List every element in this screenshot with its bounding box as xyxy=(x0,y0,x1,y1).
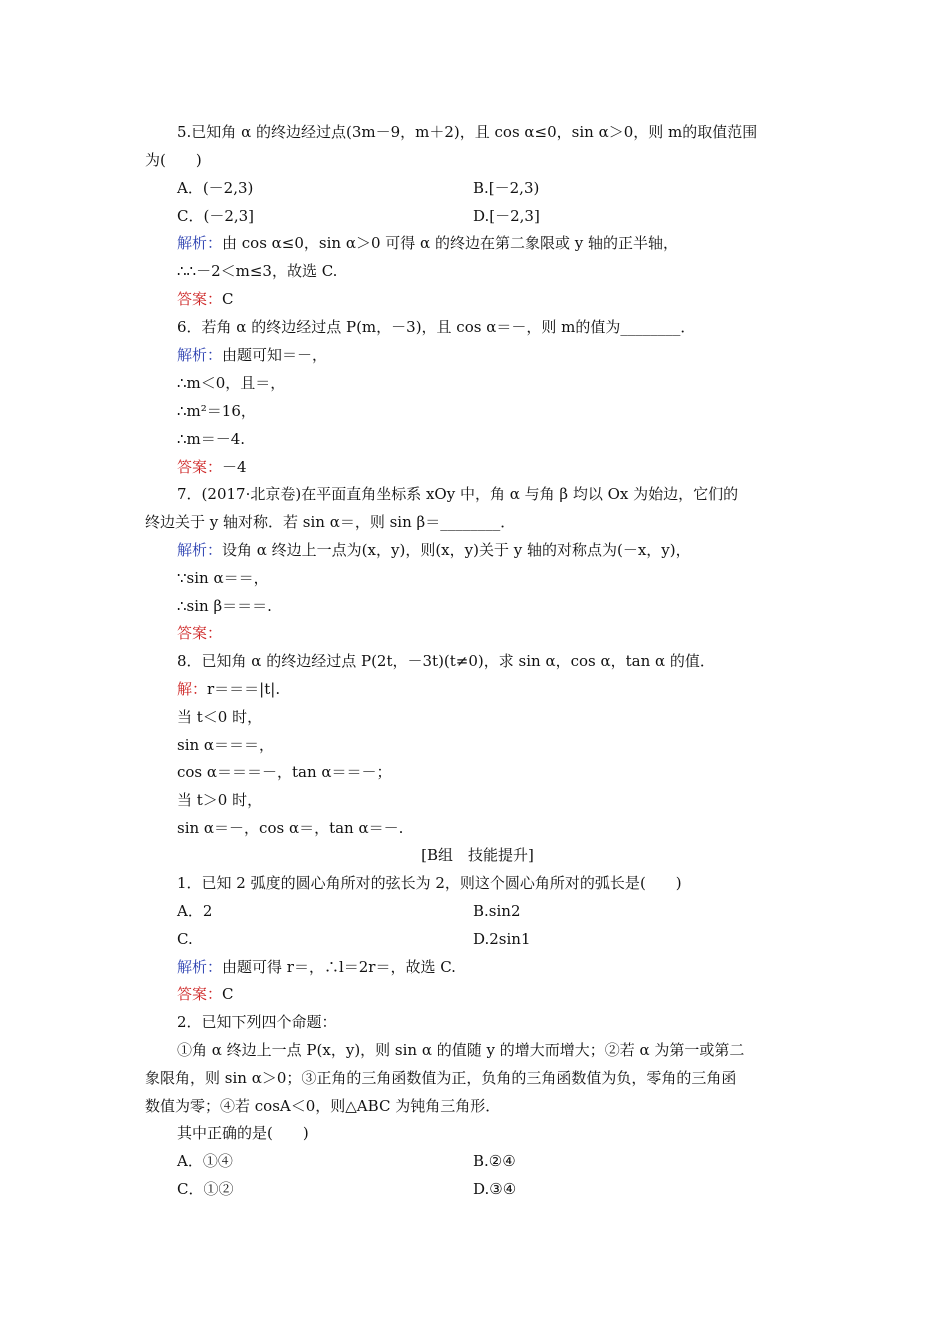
solution-label: 解： xyxy=(177,680,208,698)
q8-step5: sin α＝－，cos α＝，tan α＝－. xyxy=(177,819,404,837)
b2-option-b: B.②④ xyxy=(473,1152,516,1170)
section-title: [B组 技能提升] xyxy=(421,846,534,864)
b1-answer xyxy=(177,981,810,1007)
answer-label: 答案： xyxy=(177,624,223,642)
q5-stem-line1: 5.已知角 α 的终边经过点(3m－9，m＋2)，且 cos α≤0，sin α＞0，则 m的取值范围 xyxy=(177,123,758,141)
b2-option-a: A．①④ xyxy=(177,1152,233,1170)
q5-option-a: A．(－2,3) xyxy=(177,179,254,197)
b1-option-b: B.sin2 xyxy=(473,902,521,920)
analysis-label: 解析： xyxy=(177,541,223,559)
q6-step2: ∴m²＝16， xyxy=(177,402,256,420)
q5-analysis xyxy=(177,230,810,256)
solution-text: r＝＝＝|t|. xyxy=(207,680,281,698)
q7-step2: ∴sin β＝＝＝. xyxy=(177,597,272,615)
b2-option-c: C．①② xyxy=(177,1180,234,1198)
q6-analysis xyxy=(177,342,810,368)
answer-text: －4 xyxy=(222,458,247,476)
answer-label: 答案： xyxy=(177,985,223,1003)
q8-step4: 当 t＞0 时， xyxy=(177,791,263,809)
b1-option-a: A．2 xyxy=(177,902,213,920)
b2-proposition-line1: ①角 α 终边上一点 P(x，y)，则 sin α 的值随 y 的增大而增大；②若 α 为第一或第二 xyxy=(177,1041,745,1059)
q7-step1: ∵sin α＝＝， xyxy=(177,569,269,587)
q6-step3: ∴m＝－4. xyxy=(177,430,246,448)
analysis-text: 由题可得 r＝，∴l＝2r＝，故选 C. xyxy=(222,958,456,976)
q8-step1: 当 t＜0 时， xyxy=(177,708,263,726)
q8-step2: sin α＝＝＝， xyxy=(177,736,275,754)
analysis-label: 解析： xyxy=(177,958,223,976)
analysis-label: 解析： xyxy=(177,346,223,364)
b2-stem: 2．已知下列四个命题： xyxy=(177,1013,337,1031)
answer-text: C xyxy=(222,290,234,308)
b1-stem: 1．已知 2 弧度的圆心角所对的弦长为 2，则这个圆心角所对的弧长是( ) xyxy=(177,874,682,892)
q7-stem-line1: 7．(2017·北京卷)在平面直角坐标系 xOy 中，角 α 与角 β 均以 Ox 为始边，它们的 xyxy=(177,485,739,503)
b2-question: 其中正确的是( ) xyxy=(177,1124,309,1142)
q5-option-d: D.[－2,3] xyxy=(473,207,540,225)
b2-proposition-line3: 数值为零；④若 cosA＜0，则△ABC 为钝角三角形． xyxy=(145,1097,501,1115)
b2-proposition-line2: 象限角，则 sin α＞0；③正角的三角函数值为正，负角的三角函数值为负，零角的三角函 xyxy=(145,1069,737,1087)
q5-answer xyxy=(177,286,810,312)
answer-text: C xyxy=(222,985,234,1003)
q5-stem-line2: 为( ) xyxy=(145,151,202,169)
q8-solution xyxy=(177,676,810,702)
q6-answer xyxy=(177,454,810,480)
analysis-text: 由题可知＝－， xyxy=(222,346,328,364)
q8-step3: cos α＝＝＝－，tan α＝＝－； xyxy=(177,763,392,781)
b2-option-d: D.③④ xyxy=(473,1180,517,1198)
answer-label: 答案： xyxy=(177,290,223,308)
analysis-text: 设角 α 终边上一点为(x，y)，则(x，y)关于 y 轴的对称点为(－x，y)， xyxy=(222,541,691,559)
q6-stem: 6．若角 α 的终边经过点 P(m，－3)，且 cos α＝－，则 m的值为________． xyxy=(177,318,696,336)
analysis-text: 由 cos α≤0，sin α＞0 可得 α 的终边在第二象限或 y 轴的正半轴， xyxy=(222,234,678,252)
q7-analysis xyxy=(177,537,810,563)
q5-option-c: C．(－2,3] xyxy=(177,207,255,225)
analysis-label: 解析： xyxy=(177,234,223,252)
q7-stem-line2: 终边关于 y 轴对称．若 sin α＝，则 sin β＝________． xyxy=(145,513,516,531)
answer-label: 答案： xyxy=(177,458,223,476)
q5-option-b: B.[－2,3) xyxy=(473,179,540,197)
q5-step: ∴∴－2＜m≤3，故选 C. xyxy=(177,262,338,280)
b1-option-d: D.2sin1 xyxy=(473,930,531,948)
q8-stem: 8．已知角 α 的终边经过点 P(2t，－3t)(t≠0)，求 sin α，cos α，tan α 的值． xyxy=(177,652,715,670)
b1-option-c: C. xyxy=(177,930,193,948)
q7-answer xyxy=(177,620,810,646)
q6-step1: ∴m＜0，且＝， xyxy=(177,374,286,392)
b1-analysis xyxy=(177,954,810,980)
